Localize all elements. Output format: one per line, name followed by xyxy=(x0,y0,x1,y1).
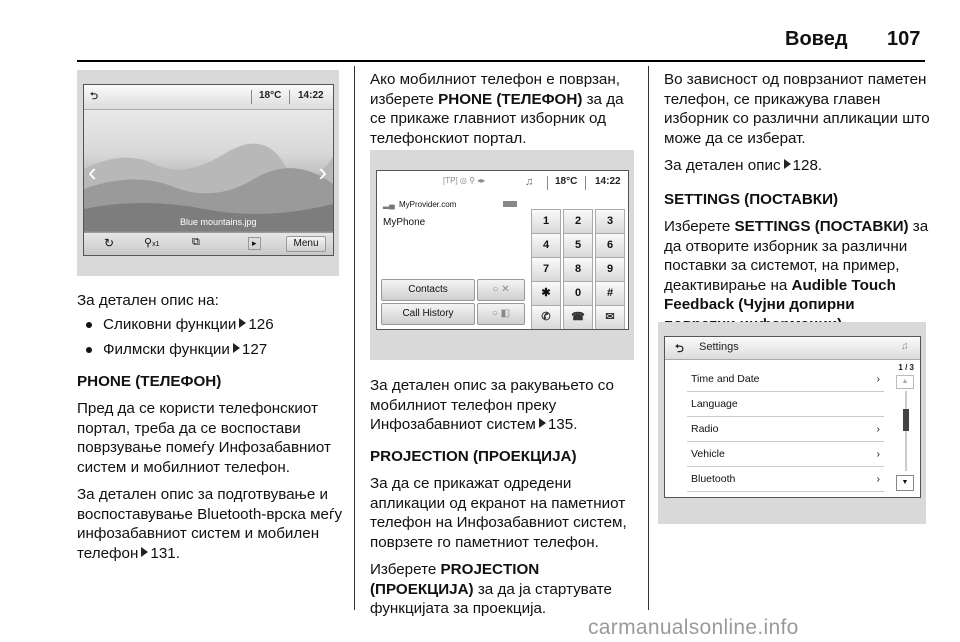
row-label: Time and Date xyxy=(691,373,760,385)
settings-heading: SETTINGS (ПОСТАВКИ) xyxy=(664,190,839,208)
header-rule xyxy=(77,60,925,62)
settings-row[interactable] xyxy=(687,392,884,417)
contacts-button[interactable]: Contacts xyxy=(381,279,475,301)
paragraph-text: за да се прикаже главниот изборник од телефонскиот портал. xyxy=(370,90,624,147)
list-item-text: Сликовни функции xyxy=(103,315,237,333)
page-ref[interactable]: 128. xyxy=(792,157,823,174)
gallery-screenshot xyxy=(77,70,339,276)
column-2-top xyxy=(370,70,640,156)
page-number: 107 xyxy=(887,28,921,50)
ref-arrow-icon xyxy=(784,159,791,169)
page-ref[interactable]: 126 xyxy=(248,315,274,333)
paragraph-text: За детален опис xyxy=(664,157,781,174)
key-9[interactable]: 9 xyxy=(595,257,625,282)
page-header-title: Вовед xyxy=(785,28,848,50)
ref-arrow-icon xyxy=(239,318,246,328)
row-label: Radio xyxy=(691,423,719,435)
ref-arrow-icon xyxy=(141,547,148,557)
row-label: Bluetooth xyxy=(691,473,736,485)
key-6[interactable]: 6 xyxy=(595,233,625,258)
battery-icon xyxy=(503,201,517,207)
temperature: 18°C xyxy=(259,90,282,101)
back-icon[interactable]: ⮌ xyxy=(675,343,684,355)
list-item xyxy=(77,315,347,335)
settings-screenshot xyxy=(658,322,926,524)
phone-menu-label: PHONE (ТЕЛЕФОН) xyxy=(438,90,583,108)
gallery-bottombar xyxy=(84,232,333,255)
chevron-right-icon: › xyxy=(876,423,880,435)
paragraph-text: За детален опис за подготвување и воспоставување Bluetooth-врска меѓу инфозабавниот систем и мобилен телефон xyxy=(77,486,343,562)
scroll-down-button[interactable]: ▼ xyxy=(896,475,914,491)
projection-menu-paragraph: Во зависност од поврзаниот паметен телефон, се прикажува главен изборник со различни апликации што може да се изберат. xyxy=(664,71,930,147)
key-8[interactable]: 8 xyxy=(563,257,593,282)
key-4[interactable]: 4 xyxy=(531,233,561,258)
prev-arrow-icon[interactable]: ‹ xyxy=(88,157,97,187)
scrollbar-thumb[interactable] xyxy=(903,409,909,431)
status-icons: [TP] ◎ ⚲ ◂▸ xyxy=(443,176,486,185)
projection-menu-label: PROJECTION (ПРОЕКЦИЈА) xyxy=(370,561,540,598)
phone-screen xyxy=(376,170,629,330)
page-indicator: 1 / 3 xyxy=(898,363,914,372)
settings-row[interactable] xyxy=(687,467,884,492)
row-label: Vehicle xyxy=(691,448,725,460)
settings-row[interactable] xyxy=(687,442,884,467)
settings-topbar xyxy=(665,337,920,360)
watermark: carmanualsonline.info xyxy=(588,616,799,639)
column-divider-1 xyxy=(354,66,355,610)
paragraph-text: за да отворите изборник за различни поставки за системот, на пример, деактивирање на xyxy=(664,218,929,294)
settings-paragraph xyxy=(664,217,930,334)
chevron-right-icon: › xyxy=(876,473,880,485)
page-ref[interactable]: 135. xyxy=(547,416,578,433)
key-0[interactable]: 0 xyxy=(563,281,593,306)
phone-topbar xyxy=(377,171,628,195)
keypad xyxy=(531,209,627,327)
list-item-text: Филмски функции xyxy=(103,341,230,358)
image-caption: Blue mountains.jpg xyxy=(180,217,257,227)
phone-ref-paragraph xyxy=(370,376,642,435)
hang-up-icon[interactable]: ☎ xyxy=(563,305,593,330)
phone-intro xyxy=(370,70,640,148)
audible-feedback-label: Audible Touch Feedback (Чујни допирни xyxy=(664,276,896,313)
clock: 14:22 xyxy=(595,176,621,187)
rotate-icon[interactable]: ↻ xyxy=(104,236,115,250)
key-5[interactable]: 5 xyxy=(563,233,593,258)
call-icon[interactable]: ✆ xyxy=(531,305,561,330)
column-3 xyxy=(664,70,930,342)
key-1[interactable]: 1 xyxy=(531,209,561,234)
column-1 xyxy=(77,291,347,571)
ref-arrow-icon xyxy=(233,343,240,353)
zoom-level: x1 xyxy=(152,241,160,248)
paragraph-text: Изберете xyxy=(664,218,735,235)
slideshow-icon[interactable]: ⧉ xyxy=(192,236,200,248)
key-star[interactable]: ✱ xyxy=(531,281,561,306)
paragraph-text: за да ја стартувате функцијата за проекција. xyxy=(370,580,612,617)
call-history-button[interactable]: Call History xyxy=(381,303,475,325)
temperature: 18°C xyxy=(555,176,578,187)
list-item xyxy=(77,340,347,360)
settings-row[interactable] xyxy=(687,417,884,442)
phone-screenshot xyxy=(370,150,634,360)
intro-text: За детален опис на: xyxy=(77,292,219,309)
projection-heading: PROJECTION (ПРОЕКЦИЈА) xyxy=(370,447,577,465)
function-list xyxy=(77,315,347,360)
speaker-button[interactable]: ○ ◧ xyxy=(477,303,525,325)
projection-paragraph-1: За да се прикажат одредени апликации од екранот на паметниот телефон на Инфозабавниот систем, поврзете го паметниот телефон. xyxy=(370,475,627,551)
back-icon: ⮌ xyxy=(90,91,99,102)
page-ref[interactable]: 127 xyxy=(241,341,268,358)
key-hash[interactable]: # xyxy=(595,281,625,306)
column-2-bottom xyxy=(370,376,642,627)
next-arrow-icon[interactable]: › xyxy=(318,157,327,187)
audio-icon: ♫ xyxy=(525,176,534,188)
gallery-topbar xyxy=(84,85,333,110)
play-icon[interactable]: ▸ xyxy=(248,237,261,250)
ref-arrow-icon xyxy=(539,418,546,428)
key-3[interactable]: 3 xyxy=(595,209,625,234)
scrollbar[interactable] xyxy=(905,391,907,471)
key-7[interactable]: 7 xyxy=(531,257,561,282)
projection-paragraph-2 xyxy=(370,560,642,619)
row-label: Language xyxy=(691,398,738,410)
zoom-icon[interactable]: ⚲x1 xyxy=(144,237,160,249)
clock: 14:22 xyxy=(298,90,324,101)
page-ref[interactable]: 131. xyxy=(150,544,180,562)
chevron-right-icon: › xyxy=(876,448,880,460)
gallery-screen xyxy=(83,84,334,256)
menu-button[interactable]: Menu xyxy=(286,236,326,252)
projection-ref-paragraph xyxy=(664,156,930,176)
phone-heading: PHONE (ТЕЛЕФОН) xyxy=(77,372,222,390)
signal-icon: ▂▄ xyxy=(383,200,395,209)
audio-icon: ♫ xyxy=(901,341,909,352)
settings-row[interactable] xyxy=(687,367,884,392)
column-divider-2 xyxy=(648,66,649,610)
paragraph-text: За детален опис за ракувањето со мобилниот телефон преку Инфозабавниот систем xyxy=(370,377,614,433)
phone-paragraph-2 xyxy=(77,485,347,563)
settings-menu-label: SETTINGS (ПОСТАВКИ) xyxy=(734,218,909,235)
provider-name: MyProvider.com xyxy=(399,200,457,209)
paragraph-text: Ако мобилниот телефон е поврзан, изберете xyxy=(370,71,620,108)
mute-button[interactable]: ○ ✕ xyxy=(477,279,525,301)
key-2[interactable]: 2 xyxy=(563,209,593,234)
paragraph-text: Изберете xyxy=(370,561,441,578)
settings-title: Settings xyxy=(699,341,739,353)
phone-paragraph-1: Пред да се користи телефонскиот портал, треба да се воспостави поврзување помеѓу Инфозабавниот систем и мобилниот телефон. xyxy=(77,400,331,476)
settings-screen xyxy=(664,336,921,498)
phone-name: MyPhone xyxy=(383,217,426,228)
scroll-up-button[interactable]: ▲ xyxy=(896,375,914,389)
message-icon[interactable]: ✉ xyxy=(595,305,625,330)
chevron-right-icon: › xyxy=(876,373,880,385)
mountains-image xyxy=(84,109,333,231)
